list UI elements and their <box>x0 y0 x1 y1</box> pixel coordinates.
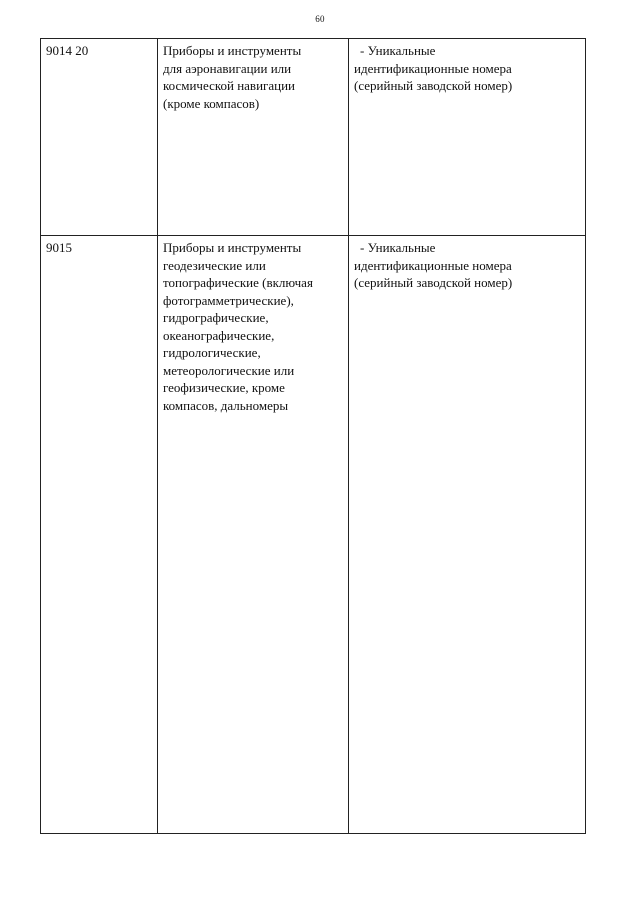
identification-line: - Уникальные <box>360 43 436 58</box>
identification-line: идентификационные номера <box>354 60 512 76</box>
identification-line: идентификационные номера <box>354 257 512 273</box>
identification-cell <box>349 236 586 834</box>
description-line: Приборы и инструменты <box>163 240 302 255</box>
description-line: для аэронавигации или <box>163 60 292 76</box>
description-line: геодезические или <box>163 257 266 273</box>
description-cell <box>158 236 349 834</box>
identification-line: (серийный заводской номер) <box>354 275 513 290</box>
description-line: космической навигации <box>163 78 295 93</box>
description-line: геофизические, кроме <box>163 380 285 395</box>
description-line: океанографические, <box>163 327 275 343</box>
description-line: компасов, дальномеры <box>163 397 289 413</box>
code-text: 9015 <box>46 240 72 255</box>
description-line: (кроме компасов) <box>163 95 260 111</box>
code-text: 9014 20 <box>46 43 89 58</box>
code-cell <box>41 236 158 834</box>
identification-line: - Уникальные <box>360 240 436 255</box>
description-line: гидрографические, <box>163 310 269 325</box>
description-line: метеорологические или <box>163 362 295 378</box>
page-number: 60 <box>315 14 325 24</box>
description-cell <box>158 39 349 236</box>
document-table <box>40 38 586 834</box>
table-row <box>41 39 586 236</box>
description-line: топографические (включая <box>163 275 313 290</box>
identification-line: (серийный заводской номер) <box>354 78 513 93</box>
description-line: Приборы и инструменты <box>163 43 302 58</box>
code-cell <box>41 39 158 236</box>
description-line: фотограмметрические), <box>163 292 294 308</box>
identification-cell <box>349 39 586 236</box>
table-row <box>41 236 586 834</box>
description-line: гидрологические, <box>163 345 261 360</box>
